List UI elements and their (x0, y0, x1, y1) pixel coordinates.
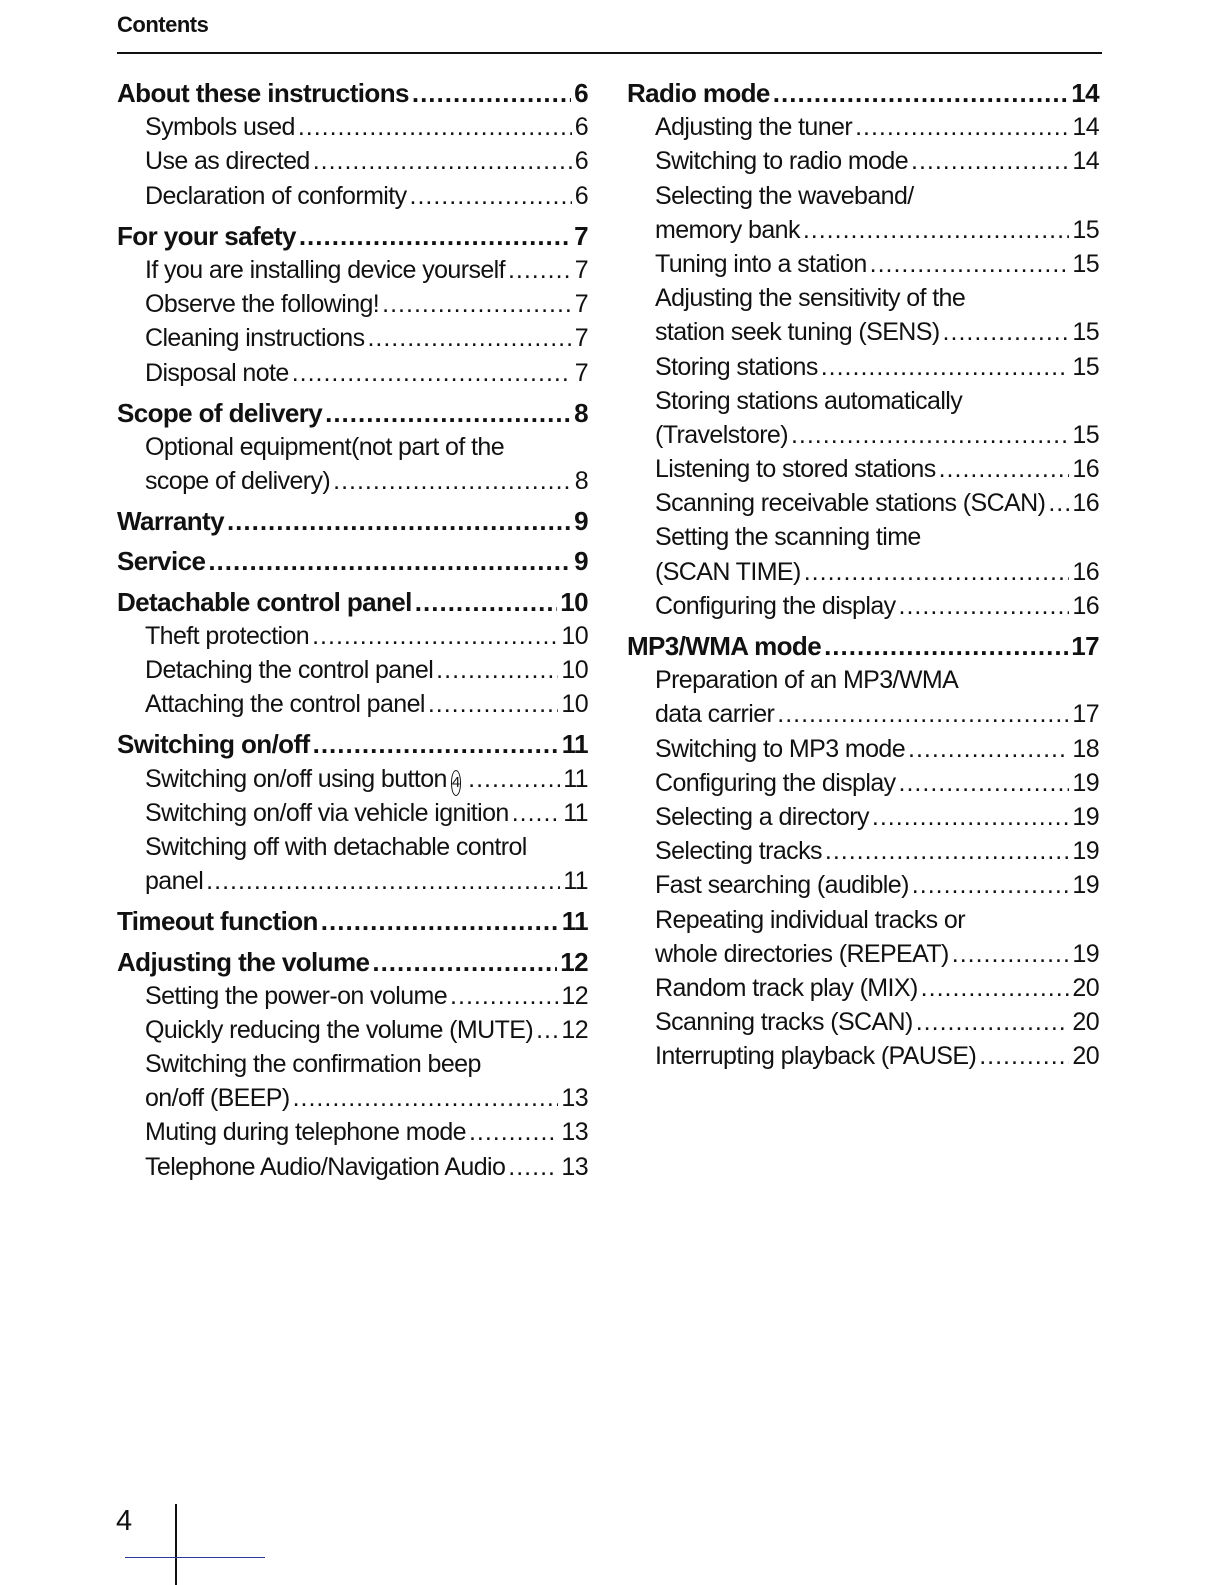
dot-leader (821, 350, 1070, 384)
toc-column-right (627, 76, 1099, 1073)
toc-sub-entry[interactable] (117, 979, 588, 1013)
toc-sub-entry[interactable] (117, 864, 588, 898)
toc-sub-entry[interactable] (627, 800, 1099, 834)
footer-line (125, 1557, 265, 1558)
page-header-title: Contents (117, 12, 209, 37)
toc-sub-entry[interactable] (117, 1081, 588, 1115)
toc-entry-page-number: 6 (574, 181, 588, 210)
toc-entry-title: Switching on/off using button (145, 764, 447, 793)
dot-leader (450, 979, 558, 1013)
dot-leader (943, 315, 1070, 349)
toc-entry-page-number: 6 (574, 113, 588, 142)
toc-entry-page-number: 11 (563, 798, 588, 827)
toc-section-entry[interactable] (117, 904, 588, 938)
toc-entry-title: Symbols used (145, 113, 295, 142)
toc-entry-title: Configuring the display (655, 591, 896, 620)
dot-leader (979, 1039, 1069, 1073)
toc-sub-entry[interactable] (627, 486, 1099, 520)
dot-leader (436, 653, 558, 687)
dot-leader (508, 1150, 558, 1184)
toc-entry-title: Repeating individual tracks or (655, 905, 965, 934)
toc-entry-title: Scope of delivery (117, 397, 323, 428)
toc-entry-page-number: 7 (574, 220, 588, 251)
toc-entry-page-number: 13 (561, 1084, 588, 1113)
toc-sub-entry[interactable] (627, 697, 1099, 731)
toc-entry-title: Preparation of an MP3/WMA (655, 666, 959, 695)
toc-sub-entry[interactable] (627, 732, 1099, 766)
toc-sub-entry[interactable] (117, 430, 588, 464)
dot-leader (791, 418, 1069, 452)
toc-entry-page-number: 9 (574, 546, 588, 577)
dot-leader (299, 219, 571, 253)
toc-entry-title: Observe the following! (145, 290, 380, 319)
toc-section-entry[interactable] (117, 585, 588, 619)
dot-leader (367, 321, 571, 355)
toc-sub-entry[interactable] (117, 356, 588, 390)
toc-sub-entry[interactable] (117, 1115, 588, 1149)
toc-sub-entry[interactable] (117, 796, 588, 830)
toc-entry-title: Cleaning instructions (145, 324, 365, 353)
toc-entry-page-number: 20 (1072, 1042, 1099, 1071)
toc-entry-title: whole directories (REPEAT) (655, 939, 949, 968)
toc-entry-title: Storing stations automatically (655, 386, 963, 415)
toc-entry-title: Adjusting the volume (117, 946, 370, 977)
toc-entry-page-number: 16 (1072, 455, 1099, 484)
toc-entry-page-number: 7 (574, 255, 588, 284)
dot-leader (824, 629, 1068, 663)
toc-entry-title: Adjusting the tuner (655, 113, 853, 142)
toc-sub-entry[interactable] (627, 350, 1099, 384)
toc-entry-page-number: 7 (574, 358, 588, 387)
toc-entry-title: Telephone Audio/Navigation Audio (145, 1152, 506, 1181)
dot-leader (825, 834, 1070, 868)
toc-section-entry[interactable] (117, 544, 588, 578)
toc-entry-title: (Travelstore) (655, 420, 788, 449)
toc-entry-title: Warranty (117, 506, 224, 537)
toc-entry-page-number: 15 (1072, 352, 1099, 381)
dot-leader (777, 697, 1069, 731)
toc-entry-title: Switching on/off (117, 729, 310, 760)
toc-sub-entry[interactable] (117, 619, 588, 653)
toc-sub-entry[interactable] (117, 653, 588, 687)
toc-entry-title: Radio mode (627, 78, 770, 108)
toc-entry-title: MP3/WMA mode (627, 631, 822, 661)
dot-leader (293, 1081, 559, 1115)
toc-sub-entry[interactable] (627, 903, 1099, 937)
toc-entry-title: About these instructions (117, 78, 409, 108)
dot-leader (872, 800, 1069, 834)
toc-entry-page-number: 10 (561, 621, 588, 650)
toc-entry-title: Detaching the control panel (145, 656, 434, 684)
dot-leader (916, 1005, 1070, 1039)
toc-entry-page-number: 9 (574, 506, 588, 537)
dot-leader (921, 971, 1070, 1005)
dot-leader (313, 144, 572, 178)
toc-entry-page-number: 12 (561, 1015, 588, 1044)
toc-sub-entry[interactable] (627, 1039, 1099, 1073)
dot-leader (952, 937, 1070, 971)
toc-entry-page-number: 11 (563, 764, 588, 793)
toc-entry-page-number: 16 (1072, 489, 1099, 518)
toc-entry-page-number: 14 (1072, 113, 1099, 142)
toc-section-entry[interactable] (117, 504, 588, 538)
toc-sub-entry[interactable] (117, 179, 588, 213)
toc-entry-title: Tuning into a station (655, 249, 867, 278)
toc-entry-title: memory bank (655, 215, 800, 244)
dot-leader (206, 864, 560, 898)
toc-sub-entry[interactable] (627, 555, 1099, 589)
dot-leader (333, 464, 572, 498)
dot-leader (870, 247, 1070, 281)
toc-sub-entry[interactable] (117, 687, 588, 721)
toc-entry-page-number: 11 (561, 729, 588, 760)
toc-entry-title: Scanning tracks (SCAN) (655, 1008, 913, 1037)
toc-entry-page-number: 16 (1072, 591, 1099, 620)
toc-sub-entry[interactable] (627, 520, 1099, 554)
toc-entry-title: on/off (BEEP) (145, 1084, 290, 1113)
toc-section-entry[interactable] (117, 219, 588, 253)
toc-section-entry[interactable] (117, 396, 588, 430)
toc-entry-page-number: 6 (574, 78, 588, 108)
toc-section-entry[interactable] (627, 76, 1099, 110)
toc-entry-title: scope of delivery) (145, 467, 331, 496)
toc-sub-entry[interactable] (627, 418, 1099, 452)
toc-sub-entry[interactable] (117, 110, 588, 144)
toc-sub-entry[interactable] (117, 1047, 588, 1081)
dot-leader (804, 555, 1070, 589)
toc-entry-page-number: 19 (1072, 768, 1099, 797)
header-rule (117, 52, 1102, 54)
page-number: 4 (116, 1505, 133, 1537)
toc-entry-page-number: 17 (1071, 631, 1099, 661)
toc-entry-title: Use as directed (145, 147, 310, 176)
toc-section-entry[interactable] (117, 727, 588, 761)
toc-entry-page-number: 11 (561, 906, 588, 937)
toc-entry-page-number: 18 (1072, 734, 1099, 763)
toc-entry-page-number: 8 (574, 397, 588, 428)
toc-entry-page-number: 15 (1072, 215, 1099, 244)
button-number-icon: 4 (451, 770, 461, 796)
dot-leader (899, 766, 1070, 800)
dot-leader (899, 589, 1070, 623)
toc-sub-entry[interactable] (117, 830, 588, 864)
dot-leader (536, 1013, 558, 1047)
toc-entry-page-number: 10 (561, 690, 588, 719)
toc-entry-title: Switching to radio mode (655, 147, 909, 176)
toc-entry-title: Setting the power-on volume (145, 981, 448, 1010)
toc-entry-title: For your safety (117, 220, 296, 251)
toc-column-left (117, 76, 588, 1184)
toc-entry-title: (SCAN TIME) (655, 557, 801, 586)
toc-sub-entry[interactable] (627, 1005, 1099, 1039)
toc-entry-title: Scanning receivable stations (SCAN) (655, 489, 1046, 518)
dot-leader (415, 585, 557, 619)
toc-sub-entry[interactable] (627, 834, 1099, 868)
toc-sub-entry[interactable] (117, 464, 588, 498)
toc-entry-title: Interrupting playback (PAUSE) (655, 1042, 977, 1071)
dot-leader (325, 396, 571, 430)
toc-entry-title: station seek tuning (SENS) (655, 318, 940, 347)
toc-entry-page-number: 19 (1072, 802, 1099, 831)
toc-sub-entry[interactable] (627, 384, 1099, 418)
toc-entry-title: Declaration of conformity (145, 181, 407, 210)
toc-entry-title: Selecting a directory (655, 802, 869, 831)
toc-entry-title: Optional equipment(not part of the (145, 432, 505, 461)
toc-sub-entry[interactable] (627, 868, 1099, 902)
toc-sub-entry[interactable] (117, 321, 588, 355)
toc-entry-page-number: 15 (1072, 249, 1099, 278)
toc-entry-title: Configuring the display (655, 768, 896, 797)
dot-leader (410, 179, 572, 213)
toc-entry-title: Disposal note (145, 358, 289, 387)
dot-leader (469, 1115, 558, 1149)
toc-entry-page-number: 12 (560, 946, 588, 977)
dot-leader (313, 727, 559, 761)
toc-entry-page-number: 19 (1072, 837, 1099, 866)
toc-entry-title: Switching to MP3 mode (655, 734, 906, 763)
toc-entry-page-number: 7 (574, 324, 588, 353)
dot-leader (312, 619, 558, 653)
toc-sub-entry[interactable] (117, 1013, 588, 1047)
toc-sub-entry[interactable] (627, 971, 1099, 1005)
toc-sub-entry[interactable] (117, 287, 588, 321)
toc-section-entry[interactable] (117, 945, 588, 979)
dot-leader (292, 356, 572, 390)
toc-entry-title: Muting during telephone mode (145, 1118, 466, 1147)
toc-entry-title: Switching off with detachable control (145, 832, 527, 861)
toc-entry-title: If you are installing device yourself (145, 255, 505, 284)
toc-entry-page-number: 20 (1072, 1008, 1099, 1037)
toc-entry-page-number: 14 (1071, 78, 1099, 108)
dot-leader (298, 110, 572, 144)
dot-leader (912, 868, 1070, 902)
toc-entry-page-number: 13 (561, 1118, 588, 1147)
toc-sub-entry[interactable] (117, 762, 588, 796)
toc-sub-entry[interactable] (117, 253, 588, 287)
footer-divider (175, 1504, 177, 1585)
toc-entry-page-number: 13 (561, 1152, 588, 1181)
toc-sub-entry[interactable] (627, 663, 1099, 697)
toc-entry-title: Setting the scanning time (655, 523, 921, 552)
toc-entry-title: Adjusting the sensitivity of the (655, 284, 966, 313)
toc-entry-title: data carrier (655, 700, 775, 729)
dot-leader (508, 253, 572, 287)
toc-entry-title: Random track play (MIX) (655, 973, 918, 1002)
dot-leader (208, 544, 571, 578)
toc-sub-entry[interactable] (117, 144, 588, 178)
toc-sub-entry[interactable] (627, 213, 1099, 247)
toc-entry-page-number: 19 (1072, 939, 1099, 968)
dot-leader (412, 76, 571, 110)
toc-entry-title: Switching on/off via vehicle ignition (145, 798, 509, 827)
dot-leader (803, 213, 1070, 247)
toc-entry-title: Timeout function (117, 906, 318, 937)
dot-leader (428, 687, 559, 721)
toc-entry-page-number: 15 (1072, 420, 1099, 449)
toc-sub-entry[interactable] (627, 110, 1099, 144)
toc-entry-page-number: 11 (563, 867, 588, 896)
toc-entry-title: Switching the confirmation beep (145, 1050, 481, 1079)
toc-entry-title: Detachable control panel (117, 586, 412, 617)
dot-leader (321, 904, 559, 938)
toc-entry-page-number: 8 (574, 467, 588, 496)
toc-entry-title: Theft protection (145, 621, 310, 650)
toc-sub-entry[interactable] (627, 315, 1099, 349)
toc-entry-page-number: 17 (1072, 700, 1099, 729)
toc-sub-entry[interactable] (627, 144, 1099, 178)
toc-sub-entry[interactable] (627, 937, 1099, 971)
toc-entry-title: Listening to stored stations (655, 455, 936, 484)
toc-sub-entry[interactable] (627, 179, 1099, 213)
dot-leader (227, 504, 571, 538)
dot-leader (468, 762, 560, 796)
dot-leader (855, 110, 1069, 144)
toc-sub-entry[interactable] (627, 589, 1099, 623)
toc-section-entry[interactable] (627, 629, 1099, 663)
dot-leader (908, 732, 1069, 766)
toc-entry-title: panel (145, 867, 204, 896)
toc-entry-page-number: 7 (574, 290, 588, 319)
toc-entry-page-number: 10 (560, 586, 588, 617)
toc-section-entry[interactable] (117, 76, 588, 110)
toc-entry-page-number: 20 (1072, 973, 1099, 1002)
toc-sub-entry[interactable] (627, 452, 1099, 486)
toc-entry-title: Selecting the waveband/ (655, 181, 914, 210)
dot-leader (911, 144, 1069, 178)
toc-entry-page-number: 19 (1072, 871, 1099, 900)
toc-entry-title: Fast searching (audible) (655, 871, 909, 900)
toc-sub-entry[interactable] (627, 766, 1099, 800)
toc-entry-title: Selecting tracks (655, 837, 822, 866)
dot-leader (773, 76, 1068, 110)
toc-entry-title: Quickly reducing the volume (MUTE) (145, 1015, 534, 1044)
dot-leader (382, 287, 572, 321)
toc-entry-page-number: 16 (1072, 557, 1099, 586)
toc-entry-page-number: 10 (561, 656, 588, 684)
dot-leader (372, 945, 557, 979)
toc-entry-title: Service (117, 546, 206, 577)
dot-leader (1048, 486, 1069, 520)
toc-sub-entry[interactable] (117, 1150, 588, 1184)
toc-entry-page-number: 6 (574, 147, 588, 176)
toc-entry-page-number: 15 (1072, 318, 1099, 347)
toc-sub-entry[interactable] (627, 281, 1099, 315)
toc-entry-title: Storing stations (655, 352, 818, 381)
toc-entry-title: Attaching the control panel (145, 690, 425, 719)
toc-entry-page-number: 14 (1072, 147, 1099, 176)
dot-leader (512, 796, 561, 830)
toc-entry-page-number: 12 (561, 981, 588, 1010)
dot-leader (939, 452, 1070, 486)
toc-sub-entry[interactable] (627, 247, 1099, 281)
